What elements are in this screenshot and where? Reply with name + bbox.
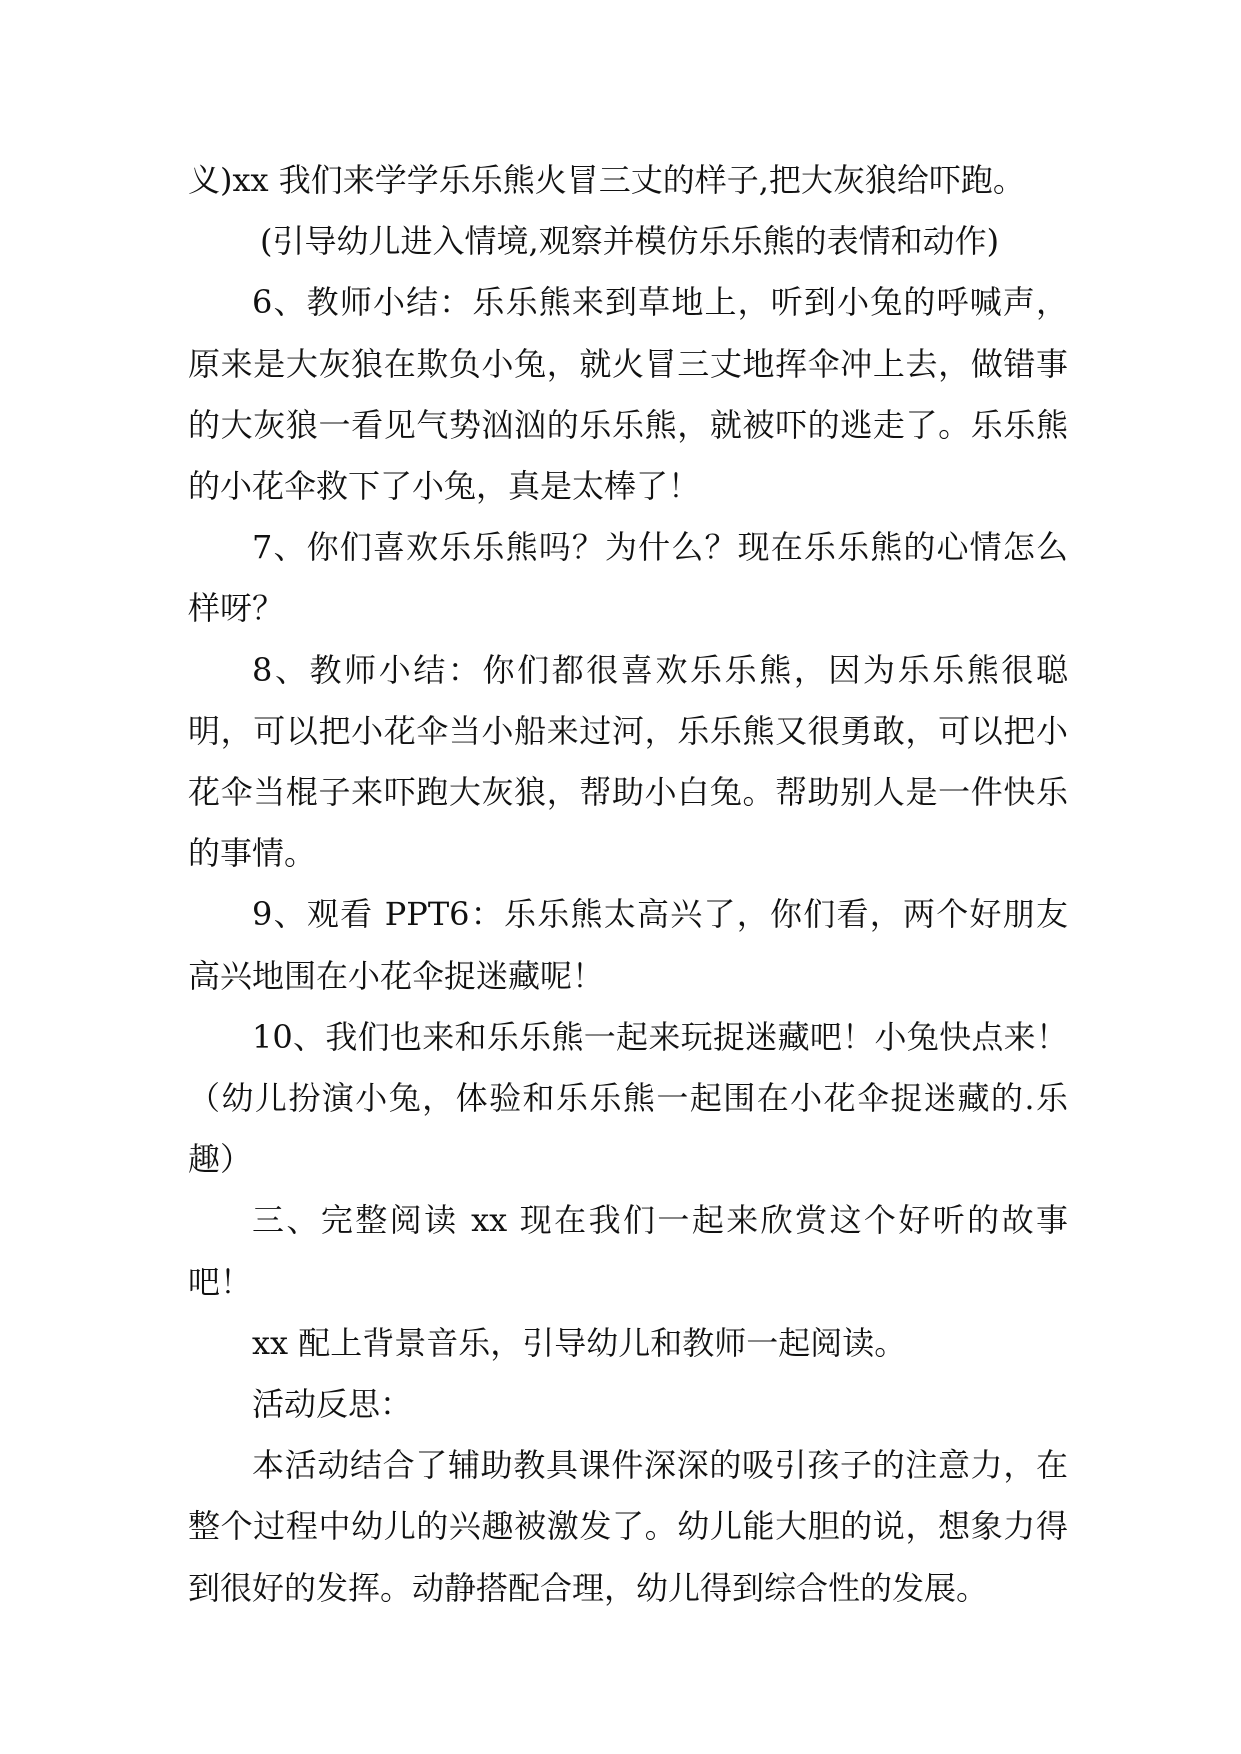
paragraph-intro-line: 义)xx 我们来学学乐乐熊火冒三丈的样子,把大灰狼给吓跑。: [188, 161, 1025, 199]
paragraph-background-music: xx 配上背景音乐，引导幼儿和教师一起阅读。: [252, 1323, 907, 1362]
paragraph-step-7: 7、你们喜欢乐乐熊吗？为什么？现在乐乐熊的心情怎么样呀？: [188, 528, 1068, 628]
paragraph-step-9: 9、观看 PPT6：乐乐熊太高兴了，你们看，两个好朋友高兴地围在小花伞捉迷藏呢！: [188, 895, 1068, 995]
document-body: [188, 150, 1068, 1619]
paragraph-guide-note: (引导幼儿进入情境,观察并模仿乐乐熊的表情和动作): [260, 222, 1000, 261]
paragraph-step-10: 10、我们也来和乐乐熊一起来玩捉迷藏吧！小兔快点来！（幼儿扮演小兔，体验和乐乐熊一起围在小花伞捉迷藏的.乐趣）: [188, 1017, 1068, 1179]
paragraph-reflection-heading: 活动反思：: [252, 1385, 413, 1424]
paragraph-step-6: 6、教师小结：乐乐熊来到草地上，听到小兔的呼喊声，原来是大灰狼在欺负小兔，就火冒三丈地挥伞冲上去，做错事的大灰狼一看见气势汹汹的乐乐熊，就被吓的逃走了。乐乐熊的小花伞救下了小兔，真是太棒了！: [188, 283, 1068, 506]
paragraph-section-3: 三、完整阅读 xx 现在我们一起来欣赏这个好听的故事吧！: [188, 1201, 1068, 1301]
paragraph-step-8: 8、教师小结：你们都很喜欢乐乐熊，因为乐乐熊很聪明，可以把小花伞当小船来过河，乐乐熊又很勇敢，可以把小花伞当棍子来吓跑大灰狼，帮助小白兔。帮助别人是一件快乐的事情。: [188, 650, 1068, 873]
paragraph-reflection-body: 本活动结合了辅助教具课件深深的吸引孩子的注意力，在整个过程中幼儿的兴趣被激发了。幼儿能大胆的说，想象力得到很好的发挥。动静搭配合理，幼儿得到综合性的发展。: [188, 1446, 1068, 1607]
